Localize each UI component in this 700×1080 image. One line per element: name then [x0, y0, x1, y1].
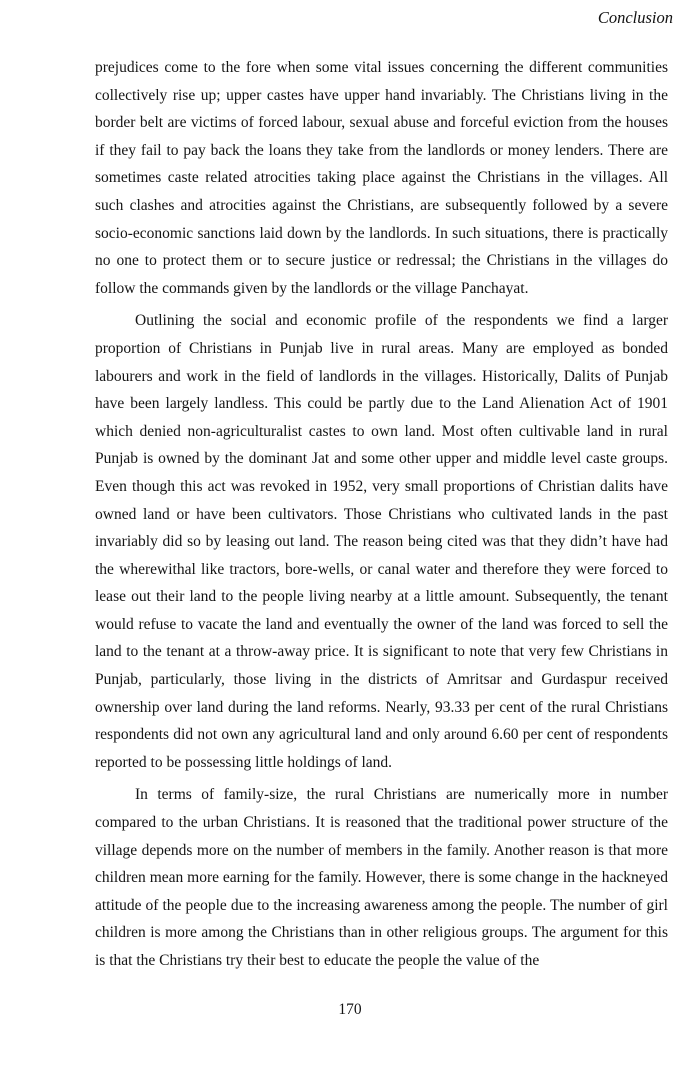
body-paragraph: In terms of family-size, the rural Christians are numerically more in number compared to the urban Christians. It is reasoned that the traditional power structure of the village depends more on the number of members in the family. Another reason is that more children mean more earning for the family. However, there is some change in the hackneyed attitude of the people due to the increasing awareness among the people. The number of girl children is more among the Christians than in other religious groups. The argument for this is that the Christians try their best to educate the people the value of the	[95, 786, 668, 969]
body-paragraph: Outlining the social and economic profile of the respondents we find a larger proportion of Christians in Punjab live in rural areas. Many are employed as bonded labourers and work in the field of landlords in the villages. Historically, Dalits of Punjab have been largely landless. This could be partly due to the Land Alienation Act of 1901 which denied non-agriculturalist castes to own land. Most often cultivable land in rural Punjab is owned by the dominant Jat and some other upper and middle level caste groups. Even though this act was revoked in 1952, very small proportions of Christian dalits have owned land or have been cultivators. Those Christians who cultivated lands in the past invariably did so by leasing out land. The reason being cited was that they didn’t have had the wherewithal like tractors, bore-wells, or canal water and therefore they were forced to lease out their land to the people living nearby at a little amount. Subsequently, the tenant would refuse to vacate the land and eventually the owner of the land was forced to sell the land to the tenant at a throw-away price. It is significant to note that very few Christians in Punjab, particularly, those living in the districts of Amritsar and Gurdaspur received ownership over land during the land reforms. Nearly, 93.33 per cent of the rural Christians respondents did not own any agricultural land and only around 6.60 per cent of respondents reported to be possessing little holdings of land.	[95, 312, 668, 771]
page-number: 170	[338, 1001, 362, 1018]
running-header: Conclusion	[597, 8, 673, 27]
page-body	[95, 54, 668, 980]
body-paragraph: prejudices come to the fore when some vital issues concerning the different communities collectively rise up; upper castes have upper hand invariably. The Christians living in the border belt are victims of forced labour, sexual abuse and forceful eviction from the houses if they fail to pay back the loans they take from the landlords or money lenders. There are sometimes caste related atrocities taking place against the Christians in the villages. All such clashes and atrocities against the Christians, are subsequently followed by a severe socio-economic sanctions laid down by the landlords. In such situations, there is practically no one to protect them or to secure justice or redressal; the Christians in the villages do follow the commands given by the landlords or the village Panchayat.	[95, 59, 668, 297]
